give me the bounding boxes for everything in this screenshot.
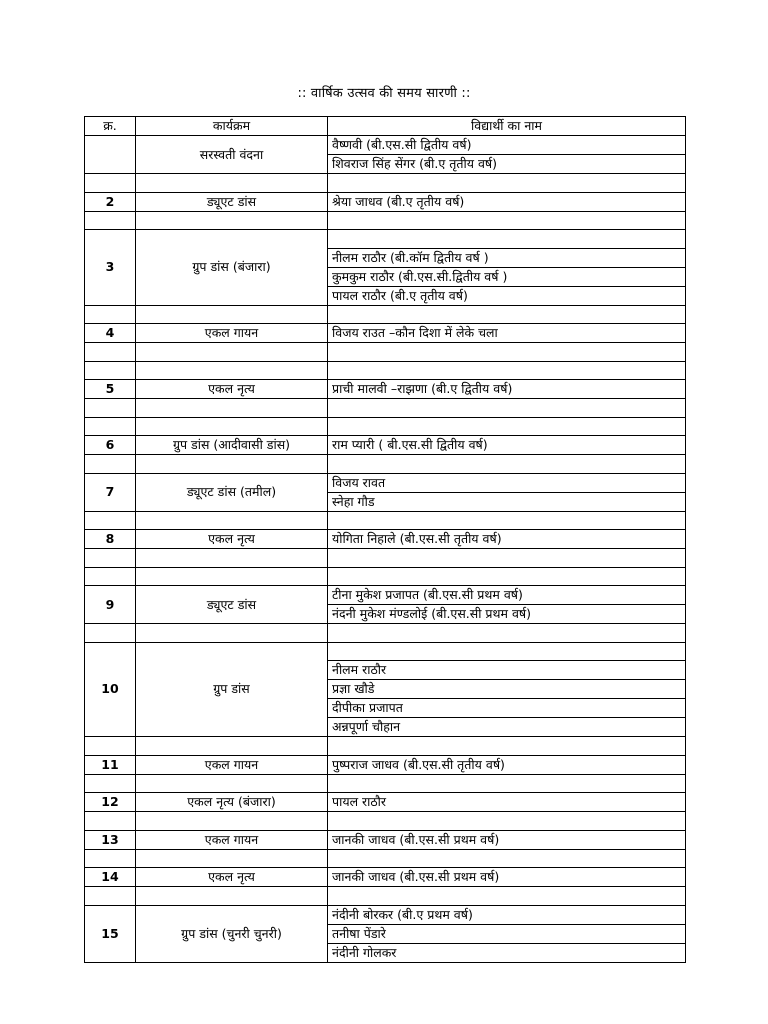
student-name: नंदीनी बोरकर (बी.ए प्रथम वर्ष)	[328, 905, 686, 924]
blank-row	[85, 305, 686, 324]
blank-cell	[328, 305, 686, 324]
table-row	[85, 230, 686, 249]
header-sno: क्र.	[85, 117, 136, 136]
program-name: एकल गायन	[136, 755, 328, 774]
blank-cell	[136, 737, 328, 756]
blank-cell	[136, 305, 328, 324]
serial-number: 5	[85, 380, 136, 399]
table-row	[85, 324, 686, 343]
program-name: एकल नृत्य (बंजारा)	[136, 793, 328, 812]
student-name: पायल राठौर	[328, 793, 686, 812]
blank-row	[85, 549, 686, 568]
student-name: नंदीनी गोलकर	[328, 943, 686, 962]
blank-row	[85, 624, 686, 643]
program-name: एकल गायन	[136, 830, 328, 849]
table-row	[85, 473, 686, 492]
student-name: नीलम राठौर (बी.कॉम द्वितीय वर्ष )	[328, 248, 686, 267]
blank-cell	[85, 774, 136, 793]
blank-cell	[136, 849, 328, 868]
blank-row	[85, 774, 686, 793]
program-name: ड्यूएट डांस	[136, 192, 328, 211]
blank-cell	[328, 417, 686, 436]
blank-cell	[136, 624, 328, 643]
student-name: जानकी जाधव (बी.एस.सी प्रथम वर्ष)	[328, 830, 686, 849]
program-name: सरस्वती वंदना	[136, 136, 328, 174]
serial-number: 12	[85, 793, 136, 812]
blank-row	[85, 511, 686, 530]
program-name: एकल नृत्य	[136, 868, 328, 887]
blank-cell	[328, 549, 686, 568]
blank-cell	[85, 567, 136, 586]
blank-cell	[328, 511, 686, 530]
student-name: वैष्णवी (बी.एस.सी द्वितीय वर्ष)	[328, 136, 686, 155]
student-name: जानकी जाधव (बी.एस.सी प्रथम वर्ष)	[328, 868, 686, 887]
program-name: एकल नृत्य	[136, 380, 328, 399]
serial-number: 11	[85, 755, 136, 774]
blank-cell	[85, 549, 136, 568]
blank-row	[85, 737, 686, 756]
blank-cell	[85, 343, 136, 362]
blank-row	[85, 174, 686, 193]
header-program: कार्यक्रम	[136, 117, 328, 136]
student-name: प्रज्ञा खौडे	[328, 680, 686, 699]
program-name: ग्रुप डांस (आदीवासी डांस)	[136, 436, 328, 455]
student-name: नीलम राठौर	[328, 661, 686, 680]
blank-cell	[136, 887, 328, 906]
serial-number	[85, 136, 136, 174]
table-row	[85, 868, 686, 887]
serial-number: 4	[85, 324, 136, 343]
student-name: शिवराज सिंह सेंगर (बी.ए तृतीय वर्ष)	[328, 155, 686, 174]
blank-cell	[85, 305, 136, 324]
blank-row	[85, 849, 686, 868]
blank-cell	[136, 361, 328, 380]
blank-cell	[328, 211, 686, 230]
blank-cell	[85, 624, 136, 643]
program-name: एकल नृत्य	[136, 530, 328, 549]
blank-cell	[136, 399, 328, 418]
schedule-table	[84, 116, 686, 963]
blank-cell	[328, 399, 686, 418]
blank-cell	[136, 417, 328, 436]
program-name: ड्यूएट डांस	[136, 586, 328, 624]
blank-cell	[328, 642, 686, 661]
table-row	[85, 380, 686, 399]
student-name: विजय राउत –कौन दिशा में लेके चला	[328, 324, 686, 343]
serial-number: 15	[85, 905, 136, 962]
serial-number: 3	[85, 230, 136, 306]
blank-cell	[328, 737, 686, 756]
blank-cell	[136, 549, 328, 568]
blank-cell	[136, 455, 328, 474]
blank-cell	[85, 511, 136, 530]
blank-cell	[136, 174, 328, 193]
table-row	[85, 793, 686, 812]
blank-cell	[85, 455, 136, 474]
student-name: दीपीका प्रजापत	[328, 699, 686, 718]
blank-row	[85, 361, 686, 380]
blank-cell	[328, 174, 686, 193]
program-name: ग्रुप डांस (बंजारा)	[136, 230, 328, 306]
blank-row	[85, 812, 686, 831]
student-name: श्रेया जाधव (बी.ए तृतीय वर्ष)	[328, 192, 686, 211]
student-name: तनीषा पेंडारे	[328, 924, 686, 943]
blank-cell	[328, 774, 686, 793]
blank-row	[85, 455, 686, 474]
blank-cell	[136, 343, 328, 362]
header-row	[85, 117, 686, 136]
blank-cell	[328, 455, 686, 474]
blank-row	[85, 211, 686, 230]
blank-cell	[328, 849, 686, 868]
student-name: अन्नपूर्णा चौहान	[328, 718, 686, 737]
serial-number: 9	[85, 586, 136, 624]
table-row	[85, 586, 686, 605]
table-row	[85, 905, 686, 924]
serial-number: 8	[85, 530, 136, 549]
serial-number: 6	[85, 436, 136, 455]
student-name: विजय रावत	[328, 473, 686, 492]
blank-cell	[85, 812, 136, 831]
table-row	[85, 642, 686, 661]
blank-row	[85, 887, 686, 906]
table-row	[85, 192, 686, 211]
blank-cell	[328, 361, 686, 380]
serial-number: 7	[85, 473, 136, 511]
blank-row	[85, 567, 686, 586]
program-name: एकल गायन	[136, 324, 328, 343]
blank-cell	[136, 567, 328, 586]
student-name: राम प्यारी ( बी.एस.सी द्वितीय वर्ष)	[328, 436, 686, 455]
blank-cell	[328, 567, 686, 586]
program-name: ड्यूएट डांस (तमील)	[136, 473, 328, 511]
blank-cell	[136, 812, 328, 831]
student-name: पायल राठौर (बी.ए तृतीय वर्ष)	[328, 286, 686, 305]
table-row	[85, 530, 686, 549]
blank-cell	[136, 774, 328, 793]
student-name: पुष्पराज जाधव (बी.एस.सी तृतीय वर्ष)	[328, 755, 686, 774]
student-name: योगिता निहाले (बी.एस.सी तृतीय वर्ष)	[328, 530, 686, 549]
blank-cell	[328, 343, 686, 362]
table-row	[85, 755, 686, 774]
serial-number: 13	[85, 830, 136, 849]
serial-number: 10	[85, 642, 136, 737]
blank-row	[85, 343, 686, 362]
blank-cell	[328, 230, 686, 249]
blank-cell	[328, 887, 686, 906]
student-name: कुमकुम राठौर (बी.एस.सी.द्वितीय वर्ष )	[328, 267, 686, 286]
program-name: ग्रुप डांस	[136, 642, 328, 737]
blank-cell	[328, 624, 686, 643]
student-name: नंदनी मुकेश मंण्डलोई (बी.एस.सी प्रथम वर्ष)	[328, 605, 686, 624]
table-row	[85, 136, 686, 155]
student-name: प्राची मालवी –राझणा (बी.ए द्वितीय वर्ष)	[328, 380, 686, 399]
student-name: टीना मुकेश प्रजापत (बी.एस.सी प्रथम वर्ष)	[328, 586, 686, 605]
table-row	[85, 436, 686, 455]
blank-cell	[85, 737, 136, 756]
program-name: ग्रुप डांस (चुनरी चुनरी)	[136, 905, 328, 962]
blank-cell	[328, 812, 686, 831]
blank-cell	[85, 361, 136, 380]
blank-cell	[85, 211, 136, 230]
blank-cell	[85, 174, 136, 193]
blank-cell	[136, 211, 328, 230]
blank-row	[85, 399, 686, 418]
serial-number: 14	[85, 868, 136, 887]
blank-cell	[85, 417, 136, 436]
blank-row	[85, 417, 686, 436]
header-student: विद्यार्थी का नाम	[328, 117, 686, 136]
blank-cell	[136, 511, 328, 530]
blank-cell	[85, 399, 136, 418]
blank-cell	[85, 849, 136, 868]
page-title: :: वार्षिक उत्सव की समय सारणी ::	[297, 86, 471, 101]
student-name: स्नेहा गौड	[328, 492, 686, 511]
table-row	[85, 830, 686, 849]
serial-number: 2	[85, 192, 136, 211]
blank-cell	[85, 887, 136, 906]
